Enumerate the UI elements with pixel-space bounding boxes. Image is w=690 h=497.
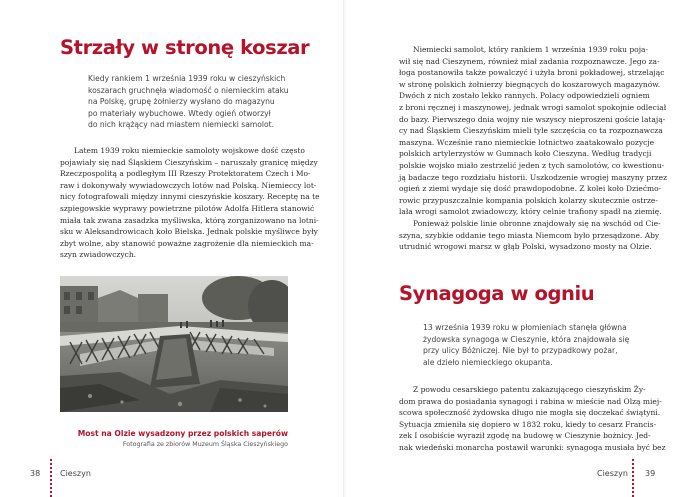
body-line: z broni ręcznej i maszynowej, jednak wrogi samolot spokojnie odleciał (399, 102, 667, 112)
body-text-left (60, 145, 320, 261)
body-line: polskie wojsko miało zestrzelić jeden z tych samolotów, co kwestionu- (399, 160, 665, 170)
destroyed-bridge-illustration (60, 276, 288, 412)
body-line: pojawiały się nad Śląskiem Cieszyńskim – naruszały granicę między (60, 157, 318, 167)
body-line: Latem 1939 roku niemieckie samoloty wojskowe dość często (74, 146, 305, 155)
chapter-title-synagoga: Synagoga w ogniu (399, 282, 595, 305)
body-line: raw i dokonywały wywiadowczych lotów nad Polską. Niemieccy lot- (60, 180, 317, 190)
body-text-right-top (399, 44, 668, 253)
bridge-photo (60, 276, 288, 412)
body-line: łoga postanowiła także powalczyć i użyła broni pokładowej, strzelając (399, 68, 665, 78)
lead-line: na Polskę, grupę żołnierzy wysłano do magazynu (88, 97, 275, 107)
body-line: Niemiecki samolot, który rankiem 1 września 1939 roku poja- (413, 45, 649, 54)
photo-caption-credit: Fotografia ze zbiorów Muzeum Śląska Cieszyńskiego (122, 441, 288, 448)
body-line: szpiegowskie wyprawy powietrzne pilotów Adolfa Hitlera stanowić (60, 203, 315, 213)
body-text-right-bottom (399, 384, 666, 454)
body-line: ją badacze tego rozdziału historii. Uszkodzenie wrogiej maszyny przez (399, 172, 668, 182)
body-line: utrudnić wrogowi marsz w głąb Polski, wysadzono mosty na Olzie. (399, 242, 652, 252)
body-line: maszyna. Wcześnie rano niemieckie lotnictwo zaatakowało pozycje (399, 137, 655, 147)
lead-line: do nich krążący nad miastem niemiecki samolot. (88, 120, 275, 130)
body-line: cy nad Śląskiem Cieszyńskim mieli tyle szczęścia co ta rozpoznawcza (399, 126, 663, 136)
running-head-right: Cieszyn (597, 469, 628, 478)
body-line: dom prawa do posiadania synagogi i rabina w mieście nad Olzą miej- (399, 396, 662, 406)
body-line: Sytuacja zmieniła się dopiero w 1832 roku, kiedy to cesarz Francis- (399, 419, 657, 429)
body-line: Rzeczpospolitą a podległym III Rzeszy Protektoratem Czech i Mo- (60, 169, 311, 179)
body-line: szyn zwiadowczych. (60, 250, 137, 260)
footer-dashed-rule (632, 459, 634, 497)
lead-line: żydowska synagoga w Cieszynie, która znajdowała się (423, 334, 630, 344)
lead-line: przy ulicy Bóżniczej. Nie był to przypadkowy pożar, (423, 346, 618, 356)
body-line: nicy fotografowali między innymi cieszyńskie koszary. Receptę na te (60, 192, 320, 202)
page-number-left: 38 (30, 469, 41, 478)
lead-paragraph-left (88, 73, 289, 131)
body-line: ogień z ziemi wydaje się dość prawdopodobne. Z kolei koło Dziećmo- (399, 184, 662, 194)
lead-paragraph-right (423, 322, 629, 368)
right-page (345, 0, 690, 497)
body-line: Dwóch z nich zostało lekko rannych. Polacy odpowiedzieli ogniem (399, 91, 650, 101)
body-line: Z powodu cesarskiego patentu zakazującego cieszyńskim Ży- (413, 385, 646, 394)
body-line: miała tak zwana zasadzka myśliwska, którą zorganizowano na lotni- (60, 215, 319, 225)
page-number-right: 39 (645, 469, 656, 478)
body-line: polskich artylerzystów w Gumnach koło Cieszyna. Według tradycji (399, 149, 652, 159)
body-line: rowic przypuszczalnie kompania polskich kolarzy skutecznie ostrze- (399, 195, 658, 205)
lead-line: 13 września 1939 roku w płomieniach stanęła główna (423, 323, 627, 332)
lead-line: Kiedy rankiem 1 września 1939 roku w cieszyńskich (88, 74, 286, 83)
body-line: scowa społeczność żydowska długo nie mogła się doczekać świątyni. (399, 408, 661, 418)
body-line: lała wrogi samolot zwiadowczy, który celnie trafiony spadł na ziemię. (399, 207, 662, 217)
footer-dashed-rule (50, 459, 52, 497)
photo-caption-title: Most na Olzie wysadzony przez polskich saperów (77, 429, 288, 438)
body-line: zek I osobiście wyraził zgodę na budowę w Cieszynie bożnicy. Jed- (399, 431, 651, 441)
body-line: wił się nad Cieszynem, również miał zadania rozpoznawcze. Jego za- (399, 56, 660, 66)
lead-line: ale dzieło niemieckiego okupanta. (423, 357, 553, 367)
body-line: do bazy. Pierwszego dnia wojny nie wszyscy nieproszeni goście latają- (399, 114, 666, 124)
chapter-title-strzaly: Strzały w stronę koszar (60, 36, 310, 59)
running-head-left: Cieszyn (60, 469, 91, 478)
lead-line: po materiały wybuchowe. Wtedy ogień otworzył (88, 108, 271, 118)
body-line: sku w Aleksandrowicach koło Bielska. Jednak polskie myśliwce były (60, 227, 318, 237)
body-line: szyna, szybkie oddanie tego miasta Niemcom było przesądzone. Aby (399, 230, 660, 240)
body-line: nak wiedeński monarcha postawił warunki: synagoga musiała być bez (399, 442, 666, 452)
lead-line: koszarach gruchnęła wiadomość o niemieckim ataku (88, 85, 289, 95)
body-line: Ponieważ polskie linie obronne znajdowały się na wschód od Cie- (413, 218, 661, 228)
body-line: w stronę polskich żołnierzy biegnących do koszarowych magazynów. (399, 79, 661, 89)
body-line: zbyt wolne, aby stanowić poważne zagrożenie dla niemieckich ma- (60, 238, 314, 248)
